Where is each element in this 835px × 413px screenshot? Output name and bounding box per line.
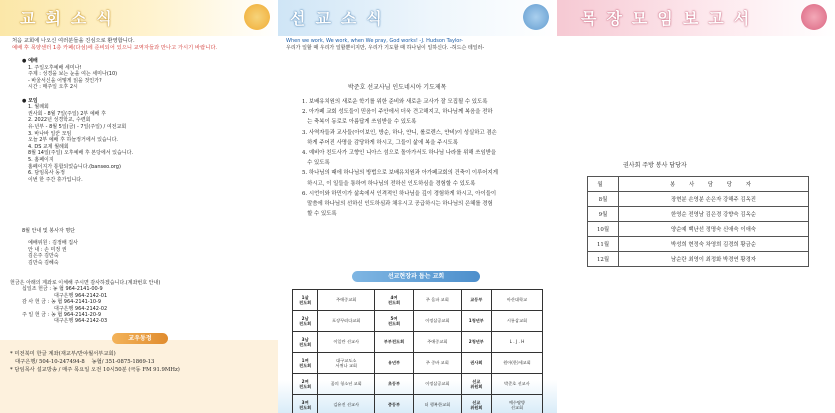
mission-news-panel	[278, 0, 557, 413]
member-news-line: * 담임목사 설교방송 / 매주 목요일 오전 10시50분 (극동 FM 91.9MHz)	[10, 367, 180, 373]
supported-church-cell: 박준호 선교사	[491, 374, 542, 395]
month-cell: 12월	[588, 252, 619, 267]
table-row	[293, 374, 543, 395]
offering-line: 십일조 헌금 : 농 협 964-2141-00-9	[22, 286, 103, 293]
quote-english: When we work, We work, when We pray, God works! -J. Hudson Taylor-	[286, 38, 463, 44]
supported-church-cell: 이정삼공교회	[413, 374, 461, 395]
volunteers-cell: 양순예 백난선 정명숙 신애숙 이애숙	[619, 222, 809, 237]
member-news-section	[0, 340, 278, 413]
group-cell: 중등부	[375, 395, 414, 413]
cell-report-banner	[557, 0, 835, 36]
list-item: - 바울서신을 어떻게 읽을 것인가?	[28, 77, 102, 84]
supported-church-cell: 이일란 선교사	[318, 332, 375, 353]
supported-church-cell: 포장꾸러다교회	[318, 311, 375, 332]
quote-korean: 우리가 일할 때 우리가 일할뿐이지만, 우리가 기도할 때 하나님이 일하신다. -허드슨 테일러-	[286, 45, 485, 51]
group-cell: 5여 전도회	[375, 311, 414, 332]
list-item	[22, 91, 133, 98]
table-row	[293, 332, 543, 353]
member-news-pill: 교우동정	[112, 333, 168, 344]
group-cell: 1살 전도회	[293, 290, 318, 311]
list-item: ● 예배	[22, 58, 38, 64]
table-row	[588, 192, 809, 207]
month-cell: 8월	[588, 192, 619, 207]
prayer-item: 하시고, 이 일들을 통하여 하나님의 전하신 인도하심을 경험할 수 있도록	[302, 180, 476, 187]
supported-church-cell: 더 행복한교회	[413, 395, 461, 413]
prayer-item: 4. 예비아 친도사가 고향인 니아스 섬으로 돌아가서도 하나님 나라를 위해 쓰임받을	[302, 150, 497, 157]
supported-church-cell: 원아(한)세교회	[491, 353, 542, 374]
list-item: 유·년부 - 8월 5일(금) - 7일(주일) / 여전교회	[28, 123, 127, 130]
group-cell: 2청년부	[461, 332, 491, 353]
mission-news-title: 선교소식	[290, 9, 392, 28]
prayer-item: 6. 시언이와 하민이가 삶속에서 인격적인 하나님을 깊이 경험하게 하시고, 아이들이	[302, 190, 497, 197]
list-item: 주제 : 성경을 보는 눈을 여는 세미나(10)	[28, 71, 118, 78]
table-row	[588, 252, 809, 267]
list-item: 1. 주일오후예배 세미나!	[28, 64, 82, 71]
list-item: 이번 한 주간 휴가입니다.	[28, 176, 83, 183]
duty-heading: 8월 안내 및 봉사자 명단	[22, 228, 76, 234]
table-row	[293, 353, 543, 374]
table-row	[293, 290, 543, 311]
intro-line: 처음 교회에 나오신 여러분들을 진심으로 환영합니다.	[12, 38, 135, 44]
offering-accounts	[10, 280, 160, 325]
group-cell: 3여 전도회	[293, 395, 318, 413]
list-item: 홈페이지가 통합되었습니다.(banseo.org)	[28, 163, 121, 170]
list-item: 3. 바나바 일꾼 모임	[28, 130, 72, 137]
flower-decoration-icon	[799, 2, 829, 32]
prayer-item: 말씀에 하나님의 선하신 인도하심과 채우시고 공급하시는 하나님의 은혜를 경험	[302, 201, 493, 208]
flower-decoration-icon	[521, 2, 551, 32]
supported-church-cell: 대구교도소 서퀴나 교회	[318, 353, 375, 374]
duty-line: 김은주 김만숙	[28, 253, 59, 260]
announcement-list	[22, 58, 133, 183]
table-row	[293, 395, 543, 413]
cell-report-panel	[557, 0, 835, 413]
supported-church-cell: 주애중교회	[318, 290, 375, 311]
list-item: 8월 14일(주일) 오후예배 후 본당에서 있습니다.	[28, 150, 134, 157]
prayer-list	[302, 97, 498, 219]
prayer-title: 박준호 선교사님 인도네시아 기도제목	[348, 84, 447, 91]
prayer-item: 는 축복이 동로로 아름답게 쓰임받을 수 있도록	[302, 119, 417, 126]
supported-church-cell: 아산대학교	[491, 290, 542, 311]
group-cell: 2여 전도회	[293, 374, 318, 395]
prayer-item: 3. 사역자들과 교사들(아이보인, 방순, 하나, 얀니, 롤로렌스, 얀비)이 성실하고 겸손	[302, 129, 497, 136]
church-news-banner	[0, 0, 278, 36]
kitchen-duty-title: 권사회 주방 봉사 담당자	[623, 162, 687, 169]
duty-line: 안 내 : 손 미정 권	[28, 246, 67, 253]
list-item: 2. 2022년 성경학교, 수련회	[28, 117, 91, 124]
prayer-item: 하게 주어진 사명을 감당하게 하시고, 그들이 삶에 복을 주시도록	[302, 139, 458, 146]
church-news-title: 교회소식	[20, 9, 122, 28]
prayer-item: 할 수 있도록	[302, 211, 337, 218]
flower-decoration-icon	[242, 2, 272, 32]
supported-church-cell: 시룡삼교회	[491, 311, 542, 332]
supported-church-cell: 예수탐방 선교회	[491, 395, 542, 413]
list-item: ● 모임	[22, 97, 38, 104]
list-item: 시간 : 매주일 오후 2시	[28, 84, 78, 91]
list-item: 1. 월례회	[28, 104, 49, 111]
supported-church-cell: 꿈의 청소년 교회	[318, 374, 375, 395]
month-header: 월	[588, 177, 619, 192]
kitchen-duty-table	[587, 176, 809, 267]
table-row	[588, 222, 809, 237]
duty-section	[22, 228, 78, 266]
supported-church-cell: 이정삼공교회	[413, 311, 461, 332]
church-news-panel	[0, 0, 278, 413]
prayer-item: 수 있도록	[302, 160, 330, 167]
group-cell: 2남 전도회	[293, 311, 318, 332]
offering-line: 대구은행 964-2142-01	[54, 292, 108, 299]
mission-support-pill: 선교현장과 돕는 교회	[352, 271, 480, 282]
supported-church-cell: 김유진 선교사	[318, 395, 375, 413]
list-item: 권사회 - 8월 7일(주일) 2부 예배 후	[28, 110, 106, 117]
group-cell: 1청년부	[461, 311, 491, 332]
list-item: 오늘 2부 예배 후 하늘정거에서 있습니다.	[28, 137, 118, 144]
month-cell: 9월	[588, 207, 619, 222]
offering-line: 대구은행 964-2142-02	[54, 305, 108, 312]
list-item: 6. 담임목사 동정	[28, 170, 65, 177]
table-header-row	[588, 177, 809, 192]
duty-list	[22, 240, 78, 266]
group-cell: 3남 전도회	[293, 332, 318, 353]
list-item: 5. 홈페이지	[28, 156, 54, 163]
offering-line: 주 일 헌 금 : 농 협 964-2141-20-9	[22, 312, 102, 319]
prayer-item: 1. 보배유치원의 새로운 학기를 위한 준비와 새로운 교사가 잘 모집될 수 있도록	[302, 99, 488, 105]
table-row	[293, 311, 543, 332]
list-item: 4. DS 교제 월례회	[28, 143, 69, 150]
group-cell: 1여 전도회	[293, 353, 318, 374]
volunteers-cell: 남순란 최영이 최정화 박경연 황경자	[619, 252, 809, 267]
group-cell: 선교 위원회	[461, 374, 491, 395]
supported-church-cell: 주애중교회	[413, 332, 461, 353]
volunteers-cell: 박성희 현정숙 차영희 김경희 황금순	[619, 237, 809, 252]
supported-church-cell: 주 중바 교회	[413, 353, 461, 374]
offering-line: 헌금은 아래의 계좌로 이체해 주시면 감사하겠습니다.(계좌번호 안내)	[10, 280, 161, 286]
member-news-list	[10, 350, 180, 374]
mission-news-banner	[278, 0, 557, 36]
group-cell: 권사회	[461, 353, 491, 374]
cell-report-title: 목장모임보고서	[581, 9, 760, 28]
offering-line: 감 사 헌 금 : 농 협 964-2141-10-9	[22, 299, 102, 306]
volunteers-cell: 장현분 손영분 손은자 강해주 김옥진	[619, 192, 809, 207]
member-news-line: * 미전북미 한글 계좌(재교부/반야월서부교회)	[10, 351, 116, 357]
group-cell: 선교 위원회	[461, 395, 491, 413]
table-row	[588, 207, 809, 222]
intro-line: 예배 후 목양센터 1층 카페(다섬)에 준비되어 있으니 교역자들과 만나고 가시기 바랍니다.	[12, 45, 218, 51]
group-cell: 초등부	[375, 374, 414, 395]
table-row	[588, 237, 809, 252]
prayer-item: 2. 아가페 교회 성도들이 믿음이 주안에서 더욱 견고해지고, 하나님께 복음을 전하	[302, 109, 493, 116]
month-cell: 10월	[588, 222, 619, 237]
group-cell: 부부전도회	[375, 332, 414, 353]
duty-line: 예배위원 : 김정배 집사	[28, 240, 78, 247]
welcome-intro	[12, 38, 217, 52]
offering-line: 대구은행 964-2142-03	[54, 318, 108, 325]
duty-line: 김만숙 김혜숙	[28, 259, 59, 266]
month-cell: 11월	[588, 237, 619, 252]
group-cell: 유년부	[375, 353, 414, 374]
member-news-line: 대구은행/ 504-10-247494-8 농협/ 351-0875-1869-13	[10, 359, 155, 365]
group-cell: 4여 전도회	[375, 290, 414, 311]
group-cell: 교등부	[461, 290, 491, 311]
supported-church-cell: 주 음파 교회	[413, 290, 461, 311]
supported-church-cell: L . J . H	[491, 332, 542, 353]
mission-support-table	[292, 289, 543, 413]
hudson-taylor-quote	[286, 38, 484, 52]
volunteers-cell: 한영순 전영남 김은경 강향숙 김옥순	[619, 207, 809, 222]
prayer-item: 5. 하나님의 때에 하나님의 방법으로 보배유치원과 아가페교회의 건축이 이루어지게	[302, 170, 498, 177]
volunteers-header: 봉 사 담 당 자	[619, 177, 809, 192]
